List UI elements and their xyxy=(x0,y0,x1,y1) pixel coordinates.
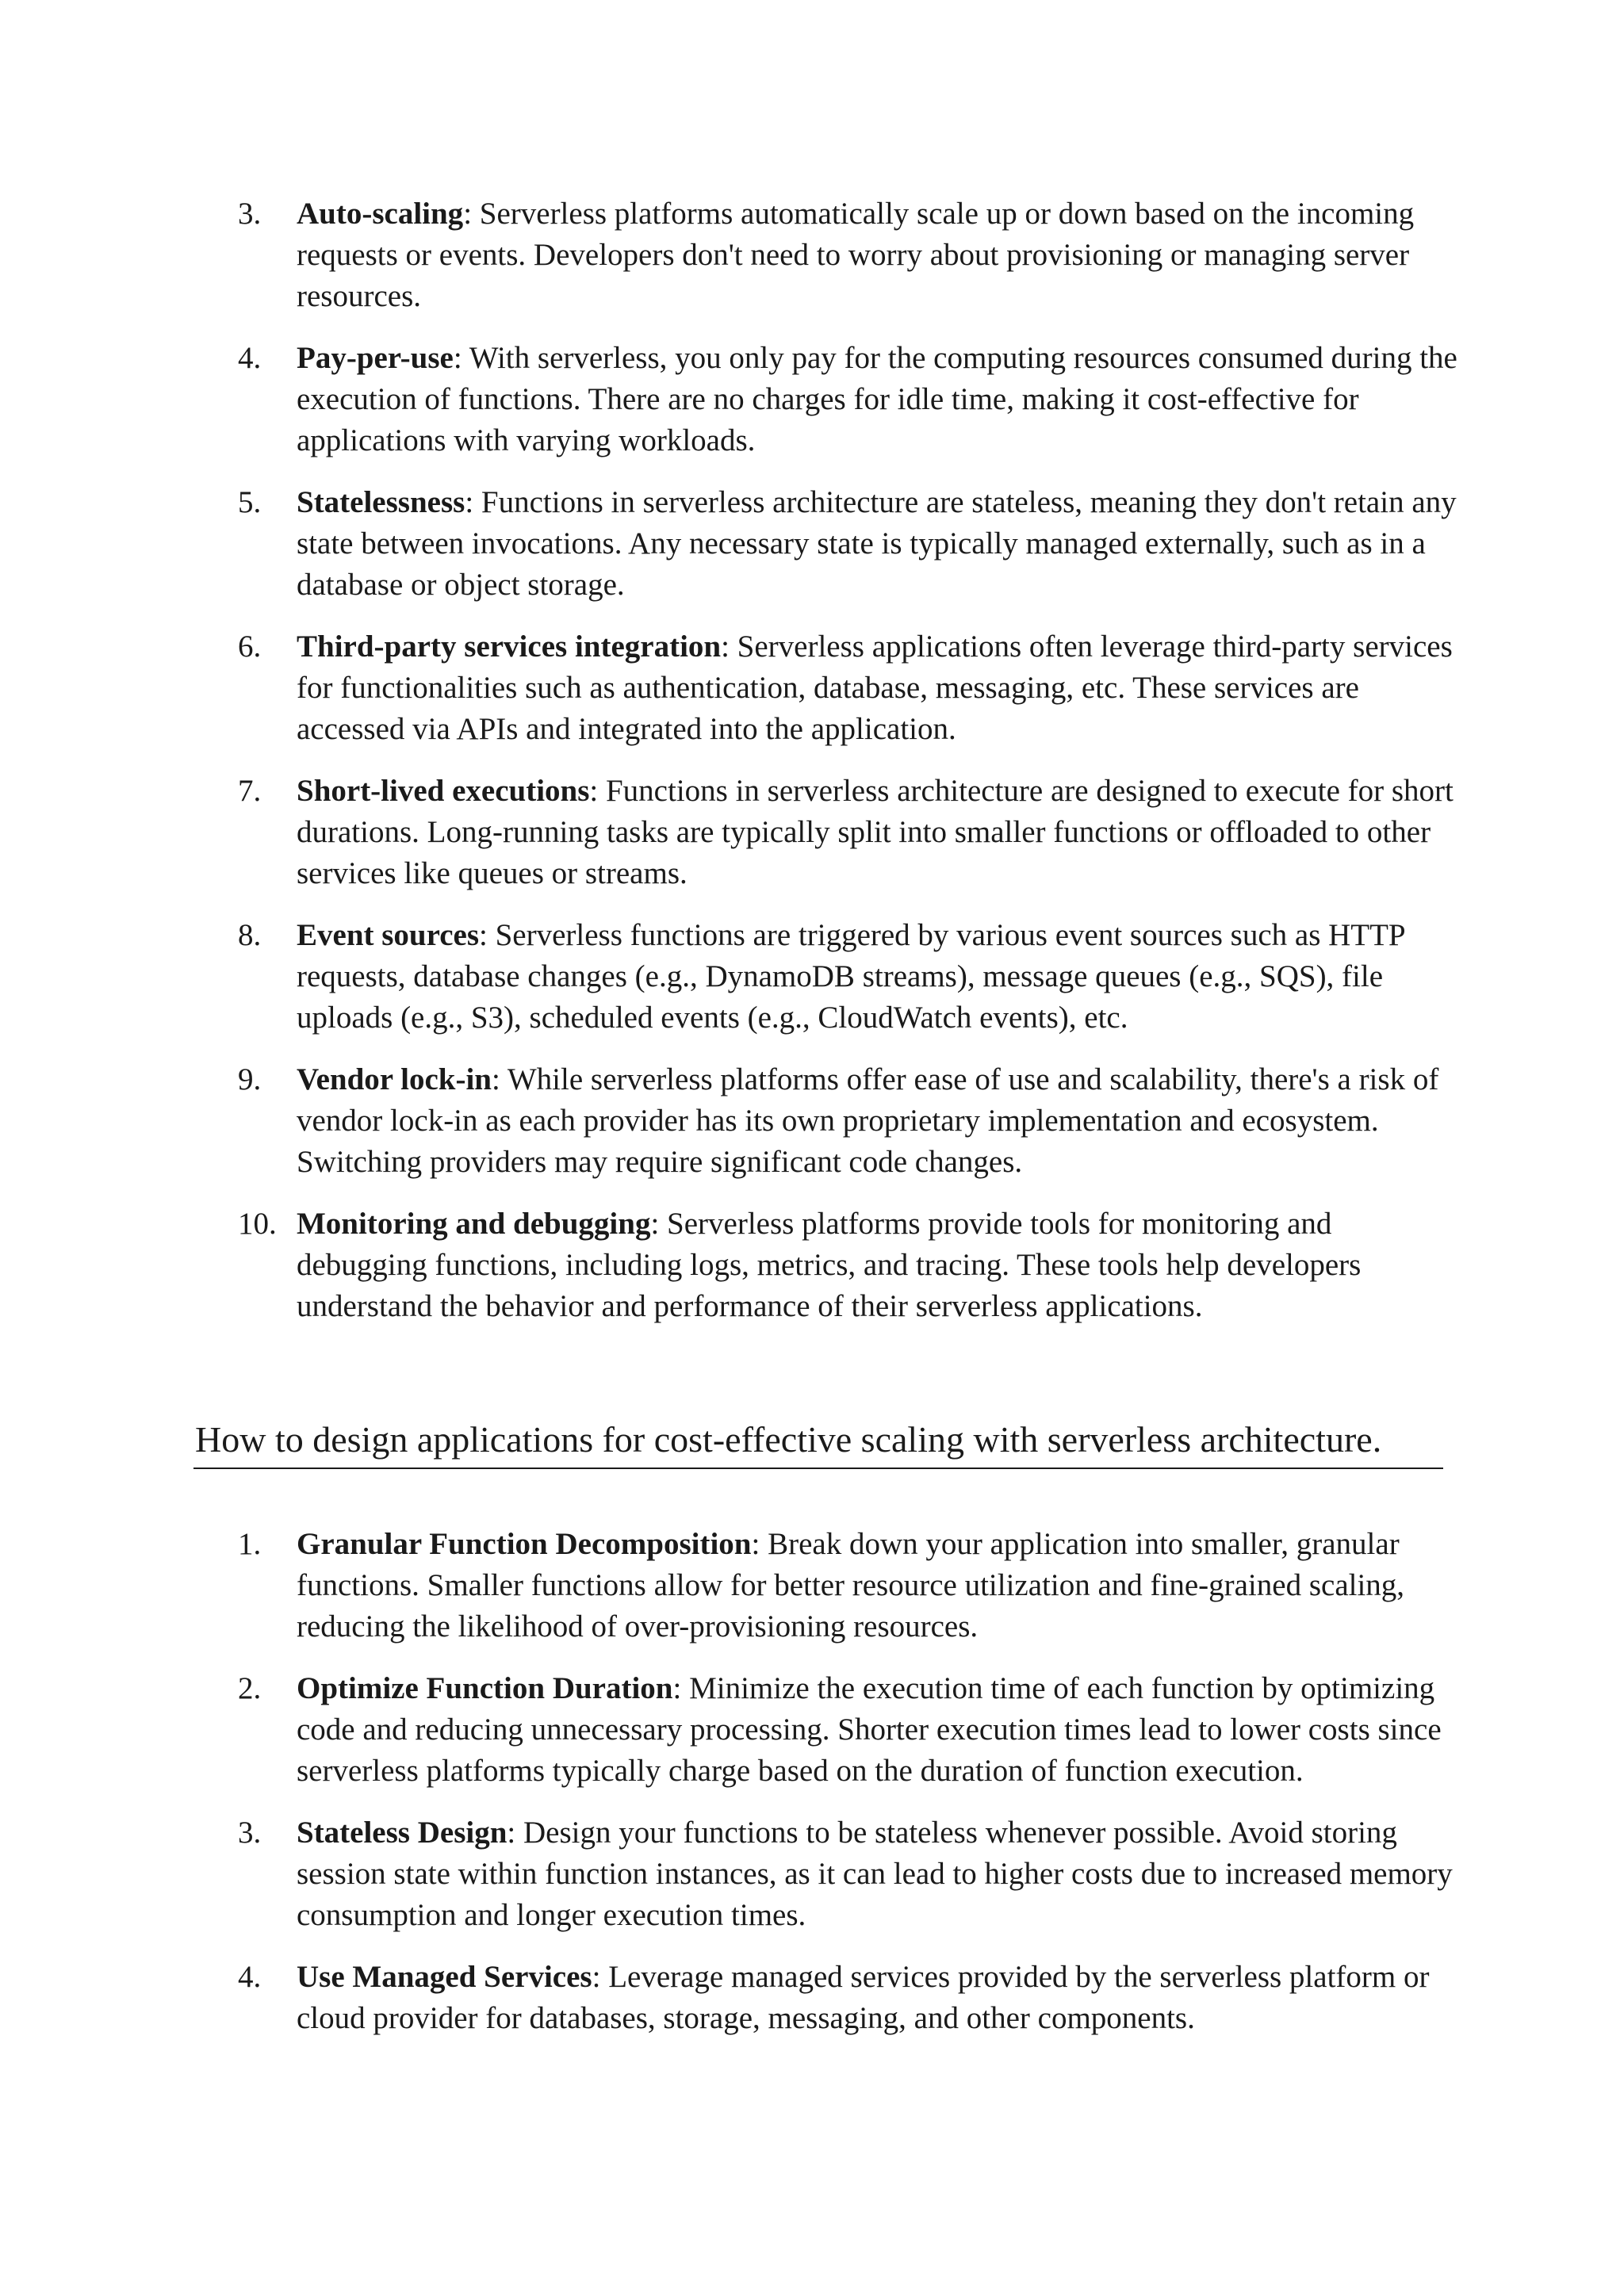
item-number: 7. xyxy=(238,774,262,808)
item-term: Third-party services integration xyxy=(297,629,722,664)
list-item xyxy=(238,482,1459,606)
design-tips-list xyxy=(238,1524,1459,2060)
list-item xyxy=(238,193,1459,317)
heading-underline xyxy=(193,1468,1443,1469)
item-number: 3. xyxy=(238,1816,262,1850)
item-number: 4. xyxy=(238,341,262,375)
list-item xyxy=(238,771,1459,894)
item-term: Short-lived executions xyxy=(297,774,590,808)
item-number: 4. xyxy=(238,1960,262,1994)
list-item xyxy=(238,1059,1459,1183)
item-term: Auto-scaling xyxy=(297,197,464,231)
list-item xyxy=(238,915,1459,1039)
item-text: : Serverless platforms automatically scale up or down based on the incoming requests or events. Developers don't need to worry about provisioning or managing server resources. xyxy=(297,197,1415,313)
item-term: Stateless Design xyxy=(297,1816,508,1850)
features-list xyxy=(238,193,1459,1348)
item-term: Monitoring and debugging xyxy=(297,1207,651,1241)
list-item xyxy=(238,1812,1459,1936)
item-text: : With serverless, you only pay for the computing resources consumed during the execution of functions. There are no charges for idle time, making it cost-effective for applications with varying workloads. xyxy=(297,341,1457,457)
item-number: 8. xyxy=(238,918,262,952)
item-text: : Serverless functions are triggered by various event sources such as HTTP requests, database changes (e.g., DynamoDB streams), message queues (e.g., SQS), file uploads (e.g., S3), scheduled events (e.g., CloudWatch events), etc. xyxy=(297,918,1405,1035)
item-text: : Break down your application into smaller, granular functions. Smaller functions allow for better resource utilization and fine-grained scaling, reducing the likelihood of over-provisioning resources. xyxy=(297,1527,1405,1644)
list-item xyxy=(238,338,1459,461)
item-term: Pay-per-use xyxy=(297,341,454,375)
item-number: 9. xyxy=(238,1062,262,1096)
item-text: : While serverless platforms offer ease of use and scalability, there's a risk of vendor lock-in as each provider has its own proprietary implementation and ecosystem. Switching providers may require significant code changes. xyxy=(297,1062,1439,1179)
section-heading: How to design applications for cost-effective scaling with serverless architecture. xyxy=(195,1419,1382,1460)
item-term: Granular Function Decomposition xyxy=(297,1527,752,1561)
list-item xyxy=(238,1668,1459,1792)
item-text: : Leverage managed services provided by the serverless platform or cloud provider for databases, storage, messaging, and other components. xyxy=(297,1960,1430,2035)
item-text: : Serverless applications often leverage third-party services for functionalities such as authentication, database, messaging, etc. These services are accessed via APIs and integrated into the application. xyxy=(297,629,1453,746)
item-term: Optimize Function Duration xyxy=(297,1671,673,1705)
item-number: 10. xyxy=(238,1207,277,1241)
item-term: Event sources xyxy=(297,918,480,952)
item-number: 1. xyxy=(238,1527,262,1561)
item-text: : Functions in serverless architecture are designed to execute for short durations. Long-running tasks are typically split into smaller functions or offloaded to other services like queues or streams. xyxy=(297,774,1454,890)
item-number: 5. xyxy=(238,485,262,519)
item-number: 6. xyxy=(238,629,262,664)
item-number: 3. xyxy=(238,197,262,231)
item-text: : Serverless platforms provide tools for monitoring and debugging functions, including logs, metrics, and tracing. These tools help developers understand the behavior and performance of their serverless applications. xyxy=(297,1207,1362,1323)
list-item xyxy=(238,1957,1459,2039)
list-item xyxy=(238,1524,1459,1647)
item-term: Use Managed Services xyxy=(297,1960,592,1994)
list-item xyxy=(238,626,1459,750)
item-term: Vendor lock-in xyxy=(297,1062,492,1096)
list-item xyxy=(238,1203,1459,1327)
item-text: : Design your functions to be stateless whenever possible. Avoid storing session state within function instances, as it can lead to higher costs due to increased memory consumption and longer execution times. xyxy=(297,1816,1453,1932)
item-text: : Minimize the execution time of each function by optimizing code and reducing unnecessary processing. Shorter execution times lead to lower costs since serverless platforms typically charge based on the duration of function execution. xyxy=(297,1671,1442,1788)
item-number: 2. xyxy=(238,1671,262,1705)
item-term: Statelessness xyxy=(297,485,465,519)
item-text: : Functions in serverless architecture are stateless, meaning they don't retain any state between invocations. Any necessary state is typically managed externally, such as in a database or object storage. xyxy=(297,485,1457,602)
